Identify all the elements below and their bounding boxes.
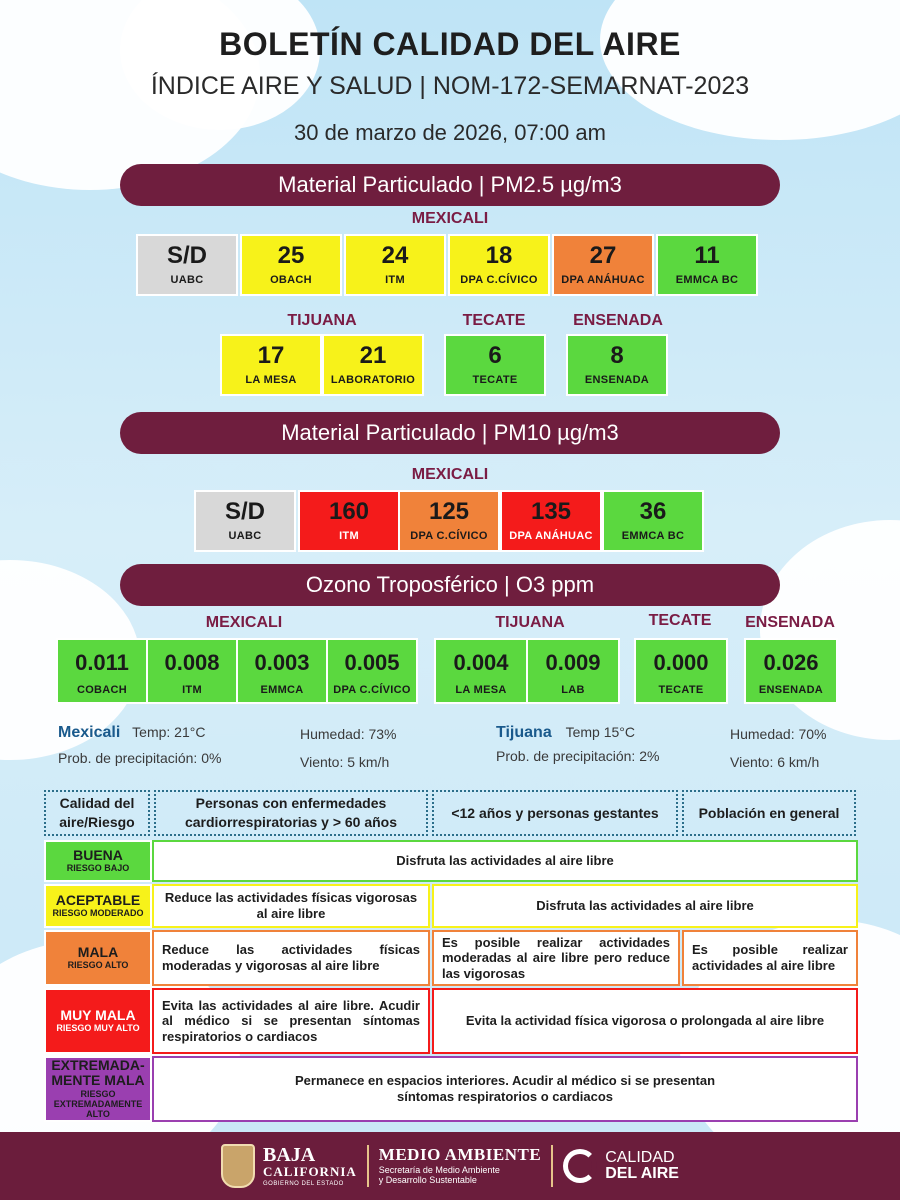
station-value: 6 [488,342,502,369]
o3-mexicali-label: MEXICALI [205,614,283,631]
station-value: 160 [328,498,370,525]
footer-separator [551,1145,553,1187]
station-cell [322,334,424,396]
station-value: 21 [359,342,387,369]
rec-aceptable-rest: Disfruta las actividades al aire libre [432,884,858,928]
pm25-ensenada-label: ENSENADA [573,312,663,329]
station-cell [326,638,418,704]
pm25-tecate-label: TECATE [462,312,526,329]
level-name: ACEPTABLE [55,891,141,908]
station-name: ITM [385,274,405,286]
weather-temp-mexicali: Temp: 21°C [132,724,206,740]
station-cell [656,234,758,296]
pm25-banner: Material Particulado | PM2.5 µg/m3 [120,164,780,206]
o3-ensenada-label: ENSENADA [745,614,835,631]
footer-bc-line1: BAJA [263,1144,316,1166]
pm25-tijuana-label: TIJUANA [287,312,357,329]
weather-mexicali [58,724,205,742]
footer-ca-line2: DEL AIRE [605,1165,679,1182]
pm10-mexicali-label: MEXICALI [411,466,489,483]
cloud-decoration [600,0,900,140]
station-value: S/D [224,498,265,525]
station-name: DPA C.CÍVICO [410,530,488,542]
station-value: 0.005 [344,650,400,675]
station-value: 25 [277,242,305,269]
station-value: 8 [610,342,624,369]
o3-banner: Ozono Troposférico | O3 ppm [120,564,780,606]
rec-muy-mala-rest: Evita la actividad física vigorosa o prolongada al aire libre [432,988,858,1054]
table-header-children: <12 años y personas gestantes [432,790,678,836]
weather-tijuana [496,724,635,742]
station-value: 18 [485,242,513,269]
station-name: TECATE [658,684,704,696]
station-name: OBACH [270,274,312,286]
table-header-risk: Calidad del aire/Riesgo [44,790,150,836]
state-seal-icon [221,1144,255,1188]
level-name: MALA [77,943,119,960]
station-name: DPA ANÁHUAC [561,274,645,286]
level-buena [44,840,152,882]
station-name: EMMCA BC [621,530,685,542]
weather-temp-tijuana: Temp 15°C [565,724,636,740]
level-risk: RIESGO ALTO [67,960,129,971]
station-value: 0.003 [254,650,310,675]
footer-baja-california [263,1145,357,1187]
station-value: 0.011 [75,650,129,675]
rec-extremadamente-all: Permanece en espacios interiores. Acudir al médico si se presentan síntomas respiratorios o cardiacos [152,1056,858,1122]
station-name: DPA C.CÍVICO [460,274,538,286]
weather-city-mexicali: Mexicali [58,724,121,741]
footer-ma-sub1: Secretaría de Medio Ambiente [378,1165,500,1176]
station-value: 24 [381,242,409,269]
bulletin-date: 30 de marzo de 2026, 07:00 am [294,120,606,145]
station-name: ITM [182,684,202,696]
station-cell [634,638,728,704]
station-cell [602,490,704,552]
o3-tijuana-label: TIJUANA [495,614,565,631]
footer-ma-title: MEDIO AMBIENTE [378,1144,542,1164]
pm25-mexicali-label: MEXICALI [411,210,489,227]
station-value: 0.026 [763,650,819,675]
rec-mala-sensitive: Reduce las actividades físicas moderadas y vigorosas al aire libre [152,930,430,986]
station-name: UABC [228,530,262,542]
level-risk: RIESGO MUY ALTO [56,1023,140,1034]
level-risk: RIESGO EXTREMADAMENTE ALTO [53,1088,143,1119]
station-cell [500,490,602,552]
level-name: BUENA [73,846,123,863]
rec-mala-general: Es posible realizar actividades al aire libre [682,930,858,986]
station-value: S/D [166,242,207,269]
o3-tecate-label: TECATE [648,612,712,629]
station-value: 17 [257,342,285,369]
bulletin-subtitle: ÍNDICE AIRE Y SALUD | NOM-172-SEMARNAT-2023 [150,72,750,100]
station-name: ENSENADA [584,374,650,386]
level-name: EXTREMADA-MENTE MALA [51,1057,145,1089]
weather-precip-tijuana: Prob. de precipitación: 2% [496,748,660,764]
station-cell [56,638,148,704]
station-cell [298,490,400,552]
station-name: ITM [339,530,359,542]
station-cell [220,334,322,396]
level-mala [44,930,152,986]
station-name: EMMCA [260,684,304,696]
footer-ca-line1: CALIDAD [605,1149,675,1166]
station-value: 0.009 [545,650,601,675]
footer-calidad-aire [605,1150,679,1182]
station-value: 0.008 [164,650,220,675]
footer-medio-ambiente [379,1146,541,1186]
station-name: LAB [561,684,585,696]
rec-muy-mala-sensitive: Evita las actividades al aire libre. Acudir al médico si se presentan síntomas respiratorios o cardiacos [152,988,430,1054]
pm10-banner: Material Particulado | PM10 µg/m3 [120,412,780,454]
station-cell [448,234,550,296]
footer-separator [367,1145,369,1187]
station-name: LABORATORIO [330,374,416,386]
station-value: 125 [428,498,470,525]
level-aceptable [44,884,152,928]
footer-bc-line3: GOBIERNO DEL ESTADO [263,1181,344,1187]
station-value: 0.004 [453,650,509,675]
footer-bc-line2: CALIFORNIA [263,1164,357,1179]
rec-aceptable-sensitive: Reduce las actividades físicas vigorosas al aire libre [152,884,430,928]
station-cell [566,334,668,396]
station-name: ENSENADA [758,684,824,696]
weather-humidity-tijuana: Humedad: 70% [730,726,827,742]
station-cell [136,234,238,296]
station-value: 27 [589,242,617,269]
footer-ma-sub2: y Desarrollo Sustentable [378,1175,477,1186]
station-name: LA MESA [455,684,507,696]
level-extremadamente-mala [44,1056,152,1122]
level-risk: RIESGO BAJO [66,863,130,874]
table-header-general: Población en general [682,790,856,836]
level-risk: RIESGO MODERADO [52,908,144,919]
station-name: DPA ANÁHUAC [509,530,593,542]
station-cell [444,334,546,396]
station-name: UABC [170,274,204,286]
weather-city-tijuana: Tijuana [496,724,552,741]
station-cell [744,638,838,704]
station-name: DPA C.CÍVICO [333,684,411,696]
calidad-aire-icon [563,1149,597,1183]
station-name: EMMCA BC [675,274,739,286]
station-cell [552,234,654,296]
station-cell [194,490,296,552]
weather-wind-tijuana: Viento: 6 km/h [730,754,820,770]
station-cell [240,234,342,296]
bulletin-title: BOLETÍN CALIDAD DEL AIRE [219,26,681,62]
level-name: MUY MALA [60,1006,136,1023]
station-cell [344,234,446,296]
station-cell [398,490,500,552]
station-cell [146,638,238,704]
station-name: LA MESA [245,374,297,386]
rec-buena-all: Disfruta las actividades al aire libre [152,840,858,882]
level-muy-mala [44,988,152,1054]
rec-mala-children: Es posible realizar actividades moderadas al aire libre pero reduce las vigorosas [432,930,680,986]
weather-wind-mexicali: Viento: 5 km/h [300,754,390,770]
station-value: 11 [694,242,720,269]
footer-bar [0,1132,900,1200]
station-value: 0.000 [653,650,709,675]
weather-humidity-mexicali: Humedad: 73% [300,726,397,742]
station-value: 36 [639,498,667,525]
station-cell [434,638,528,704]
station-value: 135 [530,498,572,525]
station-name: TECATE [472,374,518,386]
station-name: COBACH [76,684,128,696]
station-cell [236,638,328,704]
station-cell [526,638,620,704]
table-header-sensitive: Personas con enfermedades cardiorrespiratorias y > 60 años [154,790,428,836]
weather-precip-mexicali: Prob. de precipitación: 0% [58,750,222,766]
